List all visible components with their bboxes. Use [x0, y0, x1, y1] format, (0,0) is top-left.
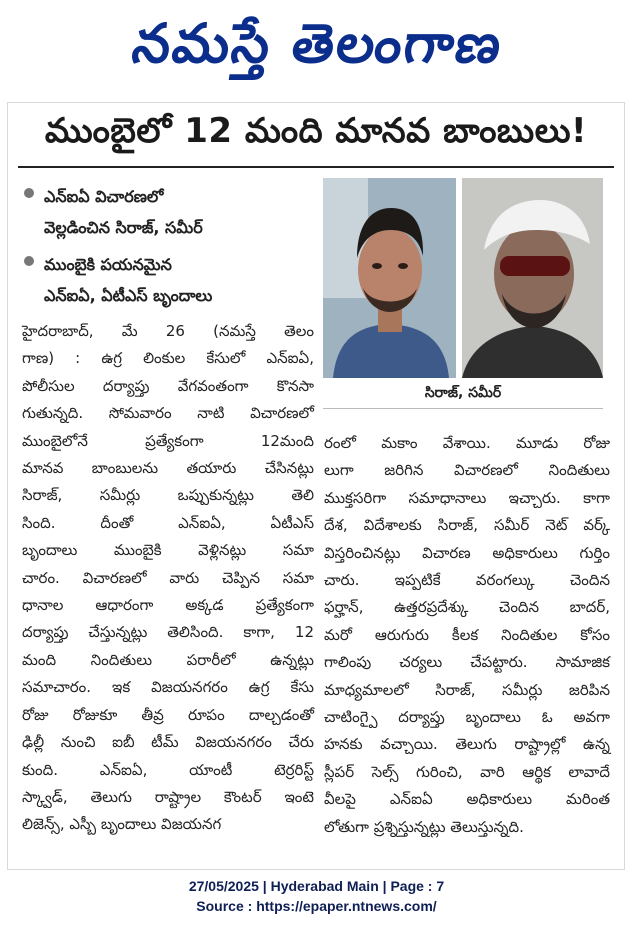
- article-headline-box: [8, 103, 624, 166]
- text-line: మానవ బాంబులను తయారు చేసినట్లు: [22, 459, 314, 478]
- bullet-item: [22, 181, 322, 243]
- text-line: దేశ, విదేశాలకు సిరాజ్, సమీర్ నెట్ వర్క్: [324, 516, 610, 535]
- text-line: పోలీసుల దర్యాప్తు వేగవంతంగా కొనసా: [22, 376, 314, 395]
- highlight-bullets: [22, 181, 322, 317]
- source-footer: [0, 876, 633, 916]
- text-line: లోతుగా ప్రశ్నిస్తున్నట్లు తెలుస్తున్నది.: [324, 817, 524, 836]
- text-line: రంలో మకాం వేశాయి. మూడు రోజు: [324, 434, 610, 452]
- text-line: రోజు రోజుకూ తీవ్ర రూపం దాల్చడంతో: [22, 705, 314, 724]
- article-column-1: [22, 318, 314, 839]
- text-line: స్క్వాడ్, తెలుగు రాష్ట్రాల కౌంటర్ ఇంటె: [22, 787, 314, 806]
- newspaper-title: నమస్తే తెలంగాణ: [128, 11, 507, 75]
- portrait-2-image: [462, 178, 603, 378]
- text-line: కుంది. ఎన్ఐఏ, యాంటీ టెర్రరిస్ట్: [22, 760, 314, 779]
- text-line: మాధ్యమాలలో సిరాజ్, సమీర్లు జరిపిన: [324, 680, 610, 699]
- text-line: గాణ) : ఉగ్ర లింకుల కేసులో ఎన్ఐఏ,: [22, 349, 314, 368]
- portrait-1-image: [323, 178, 456, 378]
- bullet-line: ముంబైకి పయనమైన: [44, 255, 172, 274]
- edition-info: 27/05/2025 | Hyderabad Main | Page : 7: [188, 878, 445, 894]
- bullet-dot-icon: [24, 188, 34, 198]
- bullet-item: [22, 249, 322, 311]
- text-line: బృందాలు ముంబైకి వెళ్లినట్లు సమా: [22, 541, 314, 560]
- text-line: స్లీపర్ సెల్స్ గురించి, వారి ఆర్థిక లావాదే: [324, 762, 610, 781]
- caption-rule: [323, 408, 603, 409]
- bullet-line: వెల్లడించిన సిరాజ్, సమీర్: [44, 218, 203, 237]
- photo-sameer: [462, 178, 603, 378]
- text-line: చారం. విచారణలో వారు చెప్పిన సమా: [22, 568, 314, 587]
- article-headline: ముంబైలో 12 మంది మానవ బాంబులు!: [44, 110, 588, 151]
- photo-siraj: [323, 178, 456, 378]
- article-clipping: [7, 102, 625, 870]
- photo-caption: సిరాజ్, సమీర్: [424, 385, 502, 401]
- bullet-line: ఎన్ఐఏ, ఏటీఎస్ బృందాలు: [44, 286, 213, 305]
- article-column-2: [324, 430, 610, 841]
- text-line: విస్తరించినట్లు విచారణ అధికారులు గుర్తిం: [324, 543, 610, 562]
- text-line: దర్యాప్తు చేస్తున్నట్లు తెలిసింది. కాగా, 12: [22, 623, 314, 642]
- text-line: గాలింపు చర్యలు చేపట్టారు. సామాజిక: [324, 653, 610, 672]
- bullet-line: ఎన్ఐఏ విచారణలో: [44, 187, 164, 206]
- text-line: మంది నిందితులు పరారీలో ఉన్నట్లు: [22, 650, 314, 669]
- accused-photos: [323, 178, 603, 378]
- text-line: లిజెన్స్, ఎస్బీ బృందాలు విజయనగ: [22, 815, 222, 834]
- text-line: సింది. దీంతో ఎన్ఐఏ, ఏటీఎస్: [22, 513, 314, 532]
- text-line: సమాచారం. ఇక విజయనగరం ఉగ్ర కేసు: [22, 678, 314, 697]
- headline-rule: [18, 166, 614, 168]
- text-line: ముంబైలోనే ప్రత్యేకంగా 12మంది: [22, 431, 314, 450]
- text-line: లుగా జరిగిన విచారణలో నిందితులు: [324, 461, 610, 480]
- bullet-dot-icon: [24, 256, 34, 266]
- source-link[interactable]: Source : https://epaper.ntnews.com/: [196, 898, 437, 914]
- text-line: చాటింగ్పై దర్యాప్తు బృందాలు ఓ అవగా: [324, 708, 610, 727]
- text-line: ధానాల ఆధారంగా అక్కడ ప్రత్యేకంగా: [22, 596, 314, 615]
- text-line: గుతున్నది. సోమవారం నాటి విచారణలో: [22, 404, 314, 423]
- text-line: మరో ఆరుగురు కీలక నిందితుల కోసం: [324, 625, 610, 644]
- text-line: హనకు వచ్చాయి. తెలుగు రాష్ట్రాల్లో ఉన్న: [324, 735, 610, 754]
- text-line: ముక్తసరిగా సమాధానాలు ఇచ్చారు. కాగా: [324, 488, 610, 507]
- text-line: ఢిల్లీ నుంచి ఐబీ టీమ్ విజయనగరం చేరు: [22, 733, 314, 752]
- text-line: సిరాజ్, సమీర్లు ఒప్పుకున్నట్లు తెలి: [22, 486, 314, 505]
- text-line: చారు. ఇప్పటికే వరంగల్కు చెందిన: [324, 571, 610, 590]
- masthead: [0, 0, 633, 100]
- text-line: హైదరాబాద్, మే 26 (నమస్తే తెలం: [22, 322, 314, 340]
- text-line: ఫర్హాన్, ఉత్తరప్రదేశ్కు చెందిన బాదర్,: [324, 598, 610, 617]
- text-line: వీలపై ఎన్ఐఏ అధికారులు మరింత: [324, 790, 610, 809]
